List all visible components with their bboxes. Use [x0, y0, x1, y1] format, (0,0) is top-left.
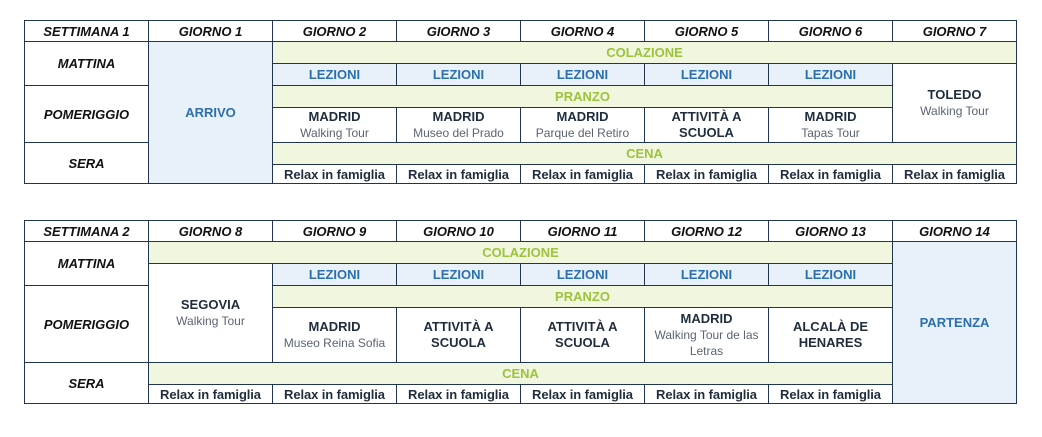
day-header: GIORNO 6 [769, 21, 893, 42]
activity-subtitle: Walking Tour [300, 126, 369, 140]
row-label-pomeriggio: POMERIGGIO [25, 286, 149, 363]
lezioni-cell: LEZIONI [521, 64, 645, 86]
activity-title: ALCALÀ DE HENARES [792, 319, 869, 350]
lezioni-cell: LEZIONI [769, 64, 893, 86]
activity-title: MADRID [804, 109, 857, 124]
activity-cell [273, 308, 397, 363]
partenza-cell: PARTENZA [893, 242, 1017, 404]
cena-band: CENA [149, 363, 893, 385]
row-label-pomeriggio: POMERIGGIO [25, 86, 149, 143]
row-label-mattina: MATTINA [25, 242, 149, 286]
day-header: GIORNO 2 [273, 21, 397, 42]
lezioni-cell: LEZIONI [521, 264, 645, 286]
day-header: GIORNO 13 [769, 221, 893, 242]
activity-title: ATTIVITÀ A SCUOLA [547, 319, 618, 350]
week-label: SETTIMANA 2 [25, 221, 149, 242]
relax-cell: Relax in famiglia [645, 165, 769, 184]
pranzo-band: PRANZO [273, 86, 893, 108]
week1-schedule-table [24, 20, 1017, 184]
activity-subtitle: Walking Tour [176, 314, 245, 328]
relax-cell: Relax in famiglia [397, 385, 521, 404]
lezioni-cell: LEZIONI [397, 264, 521, 286]
lezioni-cell: LEZIONI [645, 264, 769, 286]
lezioni-cell: LEZIONI [397, 64, 521, 86]
relax-cell: Relax in famiglia [149, 385, 273, 404]
activity-title: ATTIVITÀ A SCUOLA [671, 109, 742, 140]
activity-title: ATTIVITÀ A SCUOLA [423, 319, 494, 350]
week2-schedule-table [24, 220, 1017, 404]
row-label-sera: SERA [25, 143, 149, 184]
lezioni-cell: LEZIONI [273, 264, 397, 286]
cena-band: CENA [273, 143, 1017, 165]
colazione-band: COLAZIONE [273, 42, 1017, 64]
activity-title: MADRID [308, 319, 361, 334]
activity-title: TOLEDO [927, 87, 982, 102]
lezioni-cell: LEZIONI [769, 264, 893, 286]
lezioni-cell: LEZIONI [273, 64, 397, 86]
activity-title: MADRID [680, 311, 733, 326]
day-header: GIORNO 10 [397, 221, 521, 242]
activity-subtitle: Walking Tour [920, 104, 989, 118]
activity-title: MADRID [556, 109, 609, 124]
row-label-mattina: MATTINA [25, 42, 149, 86]
day-header: GIORNO 4 [521, 21, 645, 42]
relax-cell: Relax in famiglia [521, 165, 645, 184]
activity-subtitle: Museo Reina Sofia [283, 336, 386, 350]
relax-cell: Relax in famiglia [769, 385, 893, 404]
relax-cell: Relax in famiglia [645, 385, 769, 404]
pranzo-band: PRANZO [273, 286, 893, 308]
activity-cell [273, 108, 397, 143]
arrivo-cell: ARRIVO [149, 42, 273, 184]
day-header: GIORNO 9 [273, 221, 397, 242]
day-header: GIORNO 12 [645, 221, 769, 242]
colazione-band: COLAZIONE [149, 242, 893, 264]
activity-cell [521, 308, 645, 363]
relax-cell: Relax in famiglia [521, 385, 645, 404]
day-header: GIORNO 3 [397, 21, 521, 42]
lezioni-cell: LEZIONI [645, 64, 769, 86]
relax-cell: Relax in famiglia [273, 385, 397, 404]
activity-cell [397, 308, 521, 363]
activity-title: MADRID [308, 109, 361, 124]
activity-cell [769, 308, 893, 363]
week-label: SETTIMANA 1 [25, 21, 149, 42]
day-header: GIORNO 1 [149, 21, 273, 42]
activity-cell [645, 108, 769, 143]
activity-subtitle: Walking Tour de las Letras [654, 328, 759, 358]
activity-title: MADRID [432, 109, 485, 124]
activity-cell [769, 108, 893, 143]
relax-cell: Relax in famiglia [397, 165, 521, 184]
activity-subtitle: Museo del Prado [413, 126, 504, 140]
day-header: GIORNO 8 [149, 221, 273, 242]
day7-activity-cell [893, 64, 1017, 143]
activity-cell [645, 308, 769, 363]
relax-cell: Relax in famiglia [893, 165, 1017, 184]
day-header: GIORNO 7 [893, 21, 1017, 42]
activity-cell [397, 108, 521, 143]
day-header: GIORNO 14 [893, 221, 1017, 242]
relax-cell: Relax in famiglia [769, 165, 893, 184]
activity-title: SEGOVIA [180, 297, 241, 312]
activity-cell [521, 108, 645, 143]
day-header: GIORNO 5 [645, 21, 769, 42]
activity-subtitle: Parque del Retiro [535, 126, 630, 140]
row-label-sera: SERA [25, 363, 149, 404]
day8-activity-cell [149, 264, 273, 363]
relax-cell: Relax in famiglia [273, 165, 397, 184]
day-header: GIORNO 11 [521, 221, 645, 242]
activity-subtitle: Tapas Tour [801, 126, 860, 140]
